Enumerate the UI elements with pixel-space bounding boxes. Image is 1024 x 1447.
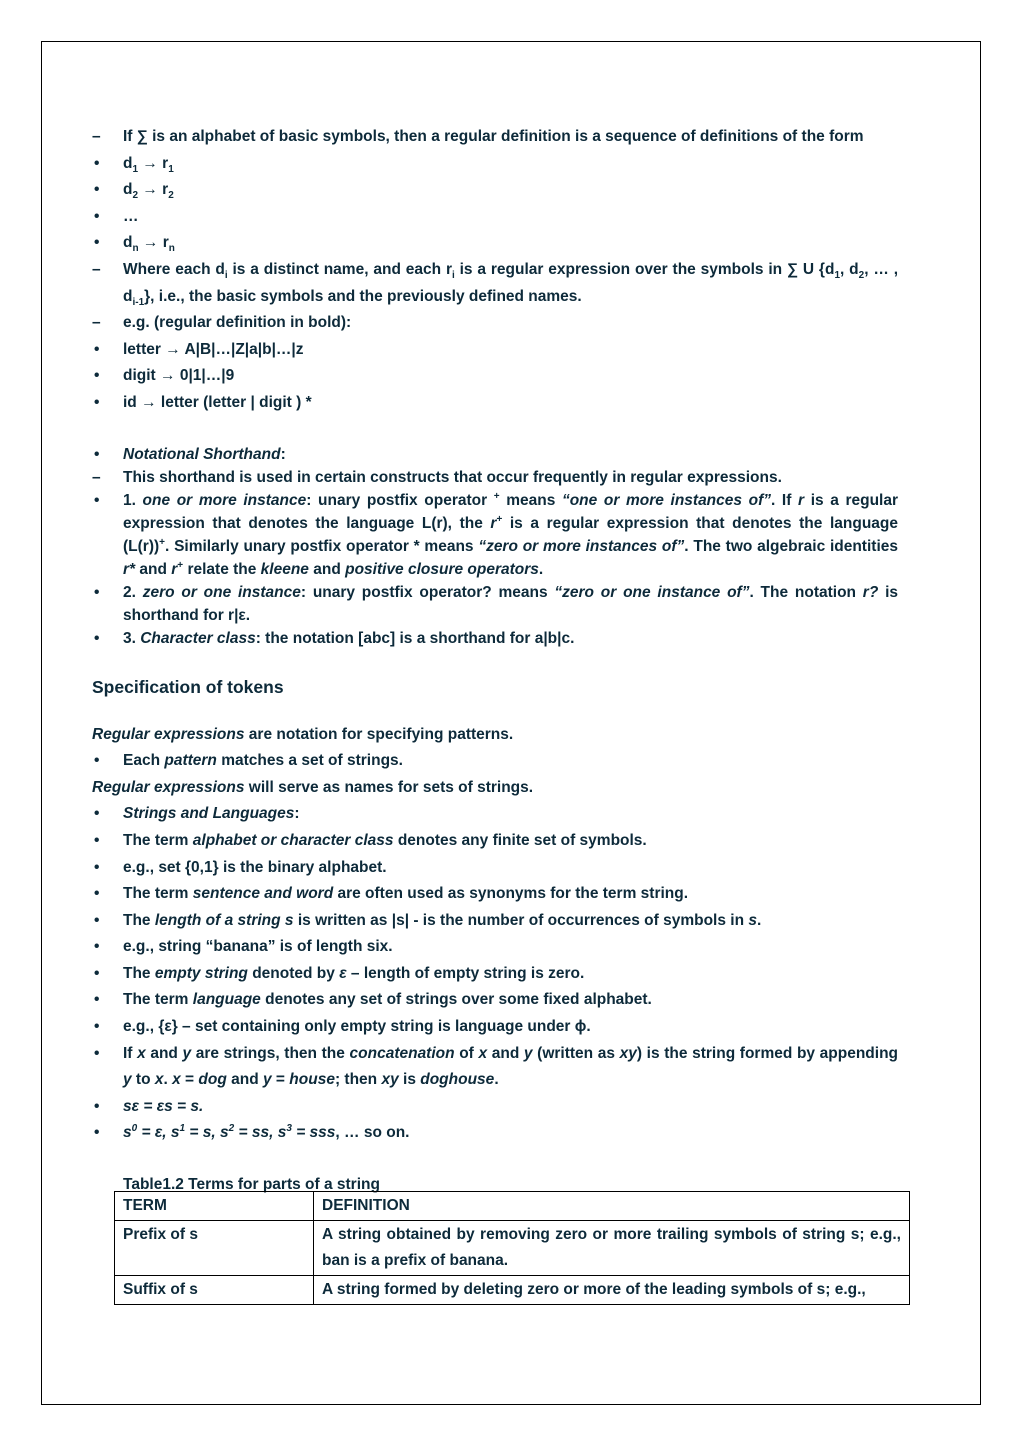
term-cell: Prefix of s <box>115 1221 314 1276</box>
list-item <box>92 230 898 257</box>
list-item <box>92 310 898 337</box>
header-term: TERM <box>115 1192 314 1221</box>
bullet-icon: • <box>94 911 100 929</box>
text-run: is <box>398 1071 421 1089</box>
text-run: + <box>177 559 184 571</box>
text-run: alphabet or character class <box>192 831 394 849</box>
list-item <box>92 177 898 204</box>
text-run: . If <box>771 491 799 509</box>
text-run: Regular expressions <box>92 725 245 743</box>
text-run: = <box>271 1071 290 1089</box>
text-run: r <box>171 560 178 578</box>
text-run: is a regular expression that denotes the language L(r), the <box>123 491 899 532</box>
paragraph-line <box>92 722 898 749</box>
text-run: , … so on. <box>335 1124 410 1142</box>
text-run: : unary postfix operator? means <box>300 583 555 601</box>
text-run: x <box>154 1071 164 1089</box>
text-run: – length of empty string is zero. <box>346 964 585 982</box>
bullet-icon: • <box>94 964 100 982</box>
list-item <box>92 363 898 390</box>
text-run: 2 <box>858 270 865 282</box>
text-run: The term <box>123 991 193 1009</box>
text-run: 1. <box>123 491 143 509</box>
text-run: house <box>289 1071 335 1089</box>
text-run: one or more instance <box>142 491 307 509</box>
bullet-icon: • <box>94 858 100 876</box>
text-run: The term <box>123 831 193 849</box>
text-run: means <box>499 491 562 509</box>
text-run: If <box>123 1044 138 1062</box>
text-run: → r <box>138 154 169 172</box>
term-cell: Suffix of s <box>115 1276 314 1305</box>
bullet-icon: • <box>94 393 100 411</box>
bullet-icon: • <box>94 583 100 601</box>
dash-marker: – <box>92 314 101 332</box>
text-run: ; then <box>334 1071 382 1089</box>
text-run: n <box>132 243 139 255</box>
list-item <box>92 934 898 961</box>
text-run: → r <box>138 181 169 199</box>
text-run: “one or more instances of” <box>561 491 772 509</box>
list-item <box>92 390 898 417</box>
list-item <box>92 1120 898 1147</box>
text-run: Character class <box>140 629 256 647</box>
list-item <box>92 908 898 935</box>
text-run: s <box>123 1124 132 1142</box>
text-run: digit → 0|1|…|9 <box>123 367 235 385</box>
bullet-icon: • <box>94 1044 100 1062</box>
text-run: i <box>224 270 228 282</box>
text-run: = sss <box>291 1124 336 1142</box>
text-run: . <box>494 1071 499 1089</box>
list-item <box>92 204 898 231</box>
text-run: “zero or more instances of” <box>478 537 685 555</box>
text-run: xy <box>381 1071 399 1089</box>
text-run: to <box>131 1071 155 1089</box>
text-run: + <box>496 513 503 525</box>
text-run: are notation for specifying patterns. <box>244 725 514 743</box>
text-run: Notational Shorthand <box>123 445 281 463</box>
regular-definition-list <box>92 124 898 417</box>
text-run: : <box>294 805 300 823</box>
text-run: x <box>478 1044 488 1062</box>
bullet-icon: • <box>94 491 100 509</box>
dash-marker: – <box>92 260 101 278</box>
text-run: concatenation <box>349 1044 455 1062</box>
list-item <box>92 748 898 775</box>
text-run: = ss, <box>234 1124 278 1142</box>
text-run: and <box>487 1044 524 1062</box>
text-run: are strings, then the <box>191 1044 350 1062</box>
text-run: : <box>280 445 286 463</box>
specification-list <box>92 722 898 1148</box>
text-run: i <box>451 270 455 282</box>
bullet-icon: • <box>94 1018 100 1036</box>
list-item <box>92 1041 898 1094</box>
list-item <box>92 151 898 178</box>
bullet-icon: • <box>94 885 100 903</box>
text-run: 1 <box>168 163 174 175</box>
bullet-icon: • <box>94 629 100 647</box>
paragraph-line <box>92 775 898 802</box>
list-item <box>92 257 898 310</box>
text-run: and <box>145 1044 183 1062</box>
text-run: 3 <box>286 1123 292 1135</box>
text-run: . The notation <box>749 583 863 601</box>
text-run: }, i.e., the basic symbols and the previously defined names. <box>144 287 582 305</box>
text-run: length of a string s <box>154 911 294 929</box>
text-run: denotes any set of strings over some fixed alphabet. <box>260 991 652 1009</box>
text-run: Strings and Languages <box>123 805 295 823</box>
text-run: x <box>137 1044 146 1062</box>
text-run: will serve as names for sets of strings. <box>244 778 534 796</box>
list-item <box>92 961 898 988</box>
text-run: Regular expressions <box>92 778 245 796</box>
text-run: of <box>454 1044 479 1062</box>
text-run: y <box>263 1071 272 1089</box>
text-run: zero or one instance <box>142 583 301 601</box>
text-run: denotes any finite set of symbols. <box>393 831 647 849</box>
list-item <box>92 881 898 908</box>
text-run: e.g., set {0,1} is the binary alphabet. <box>123 858 387 876</box>
bullet-icon: • <box>94 805 100 823</box>
bullet-icon: • <box>94 207 100 225</box>
dash-marker: – <box>92 128 101 145</box>
text-run: s <box>277 1124 287 1142</box>
text-run: id → letter (letter | digit ) * <box>123 393 312 411</box>
text-run: The <box>123 964 155 982</box>
text-run: 2 <box>228 1123 235 1135</box>
text-run: kleene <box>260 560 309 578</box>
text-run: ) is the string formed by appending <box>636 1044 899 1062</box>
text-run: y <box>182 1044 192 1062</box>
text-run: This shorthand is used in certain constructs that occur frequently in regular expressions. <box>123 468 782 486</box>
bullet-icon: • <box>94 154 100 172</box>
bullet-icon: • <box>94 991 100 1009</box>
list-item <box>92 855 898 882</box>
text-run: r <box>490 514 497 532</box>
text-run: and <box>135 560 172 578</box>
text-run: doghouse <box>420 1071 495 1089</box>
text-run: matches a set of strings. <box>216 752 403 770</box>
list-item <box>92 443 898 466</box>
text-run: y <box>123 1071 132 1089</box>
text-run: Where each d <box>123 260 225 278</box>
terms-table <box>114 1191 910 1305</box>
text-run: . The two algebraic identities <box>684 537 898 555</box>
text-run: . Similarly unary postfix operator * means <box>165 537 479 555</box>
bullet-icon: • <box>94 445 100 463</box>
text-run: 2 <box>168 190 174 202</box>
text-run: → r <box>138 234 169 252</box>
text-run: i-1 <box>132 296 145 308</box>
text-run: s <box>170 1124 180 1142</box>
text-run: sentence and word <box>192 885 334 903</box>
text-run: = <box>180 1071 199 1089</box>
document-body <box>92 124 898 1197</box>
bullet-icon: • <box>94 181 100 199</box>
text-run: r* <box>123 560 136 578</box>
list-item <box>92 337 898 364</box>
section-heading: Specification of tokens <box>92 676 284 697</box>
text-run: : unary postfix operator <box>306 491 494 509</box>
text-run: and <box>308 560 346 578</box>
text-run: The term <box>123 885 193 903</box>
text-run: d <box>123 181 133 199</box>
bullet-icon: • <box>94 367 100 385</box>
table-row <box>115 1276 910 1305</box>
bullet-icon: • <box>94 752 100 770</box>
bullet-icon: • <box>94 831 100 849</box>
list-item <box>92 801 898 828</box>
table-header-row <box>115 1192 910 1221</box>
text-run: are often used as synonyms for the term string. <box>333 885 689 903</box>
list-item <box>92 1094 898 1121</box>
bullet-icon: • <box>94 938 100 956</box>
text-run: = s, <box>185 1124 220 1142</box>
text-run: is shorthand for r|ε. <box>123 583 899 624</box>
dash-marker: – <box>92 468 101 486</box>
text-run: empty string <box>154 964 248 982</box>
text-run: sε = εs = s. <box>123 1097 204 1115</box>
text-run: n <box>168 243 175 255</box>
notational-shorthand-list <box>92 443 898 650</box>
text-run: (written as <box>532 1044 620 1062</box>
text-run: = ε, <box>137 1124 171 1142</box>
text-run: 1 <box>179 1123 186 1135</box>
text-run: xy <box>619 1044 637 1062</box>
list-item <box>92 124 898 151</box>
text-run: d <box>123 234 133 252</box>
table-caption: Table1.2 Terms for parts of a string <box>123 1176 380 1194</box>
text-run: is a regular expression that denotes the language (L(r)) <box>123 514 898 555</box>
text-run: The <box>123 911 155 929</box>
text-run: ε <box>339 964 347 982</box>
text-run: “zero or one instance of” <box>554 583 750 601</box>
text-run: y <box>523 1044 533 1062</box>
text-run: s <box>219 1124 229 1142</box>
text-run: , … , d <box>123 260 898 305</box>
header-definition: DEFINITION <box>314 1192 910 1221</box>
text-run: 3. <box>123 629 141 647</box>
text-run: . <box>757 911 762 929</box>
list-item <box>92 489 898 581</box>
text-run: dog <box>198 1071 227 1089</box>
text-run: r <box>798 491 805 509</box>
bullet-icon: • <box>94 1124 100 1142</box>
list-item <box>92 828 898 855</box>
text-run: + <box>159 536 165 548</box>
text-run: 2 <box>132 190 139 202</box>
text-run: : the notation [abc] is a shorthand for a|b|c. <box>255 629 575 647</box>
text-run: relate the <box>183 560 261 578</box>
list-item <box>92 627 898 650</box>
list-item <box>92 466 898 489</box>
text-run: … <box>123 207 139 225</box>
text-run: Each <box>123 752 165 770</box>
list-item <box>92 581 898 627</box>
text-run: 1 <box>132 163 139 175</box>
text-run: is a distinct name, and each r <box>227 260 452 278</box>
text-run: If ∑ is an alphabet of basic symbols, then a regular definition is a sequence of definitions of the form <box>123 128 864 145</box>
text-run: is a regular expression over the symbols in ∑ U {d <box>454 260 835 278</box>
bullet-icon: • <box>94 340 100 358</box>
text-run: . <box>538 560 544 578</box>
text-run: e.g. (regular definition in bold): <box>123 314 352 332</box>
definition-cell: A string obtained by removing zero or more trailing symbols of string s; e.g., ban is a prefix of banana. <box>314 1221 910 1276</box>
text-run: denoted by <box>247 964 340 982</box>
definition-cell: A string formed by deleting zero or more of the leading symbols of s; e.g., <box>314 1276 910 1305</box>
text-run: s <box>748 911 757 929</box>
text-run: r? <box>862 583 879 601</box>
text-run: + <box>493 490 500 502</box>
bullet-icon: • <box>94 1097 100 1115</box>
text-run: d <box>123 154 133 172</box>
text-run: positive closure operators <box>345 560 539 578</box>
text-run: 0 <box>131 1123 138 1135</box>
text-run: 1 <box>834 270 840 282</box>
text-run: 2. <box>123 583 143 601</box>
text-run: letter → A|B|…|Z|a|b|…|z <box>123 340 304 358</box>
text-run: is written as |s| - is the number of occurrences of symbols in <box>293 911 749 929</box>
text-run: and <box>226 1071 263 1089</box>
table-row <box>115 1221 910 1276</box>
text-run: pattern <box>164 752 217 770</box>
text-run: e.g., {ε} – set containing only empty string is language under ɸ. <box>123 1018 591 1036</box>
text-run: . <box>163 1071 173 1089</box>
list-item <box>92 1014 898 1041</box>
text-run: language <box>192 991 261 1009</box>
bullet-icon: • <box>94 234 100 252</box>
text-run: e.g., string “banana” is of length six. <box>123 938 393 956</box>
text-run: , d <box>840 260 859 278</box>
text-run: x <box>172 1071 181 1089</box>
list-item <box>92 987 898 1014</box>
